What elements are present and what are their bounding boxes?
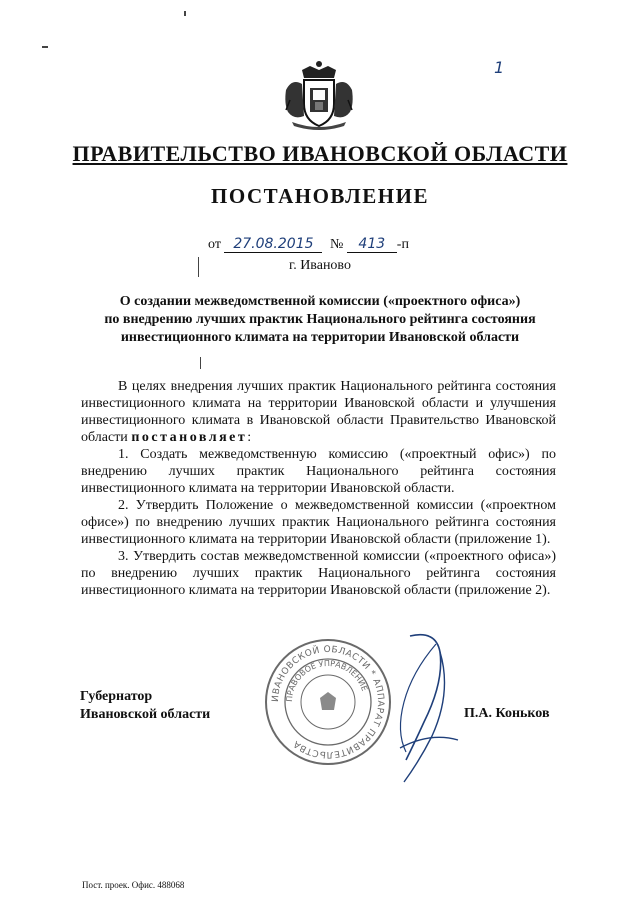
government-name-heading: ПРАВИТЕЛЬСТВО ИВАНОВСКОЙ ОБЛАСТИ — [72, 141, 568, 166]
number-suffix: -п — [396, 237, 409, 252]
decree-city: г. Иваново — [289, 258, 351, 273]
position-line: Ивановской области — [80, 707, 211, 722]
decree-date: 27.08.2015 — [224, 236, 322, 253]
stamp-outer-text: ИВАНОВСКОЙ ОБЛАСТИ * АППАРАТ ПРАВИТЕЛЬСТВА — [270, 644, 386, 760]
handwritten-signature — [340, 632, 470, 792]
intro-text: В целях внедрения лучших практик Национального рейтинга состояния инвестиционного климата на территории Ивановской области и улучшения инвестиционного климата в Ивановской области Правительство Ивановской области — [81, 379, 556, 445]
subject-line: инвестиционного климата на территории Ивановской области — [120, 330, 520, 345]
scan-mark — [42, 46, 48, 48]
signatory-name: П.А. Коньков — [464, 706, 550, 721]
body-item-1: 1. Создать межведомственную комиссию («проектный офис») по внедрению лучших практик Национального рейтинга состояния инвестиционного климата на территории Ивановской области. — [81, 447, 556, 496]
position-line: Губернатор — [80, 689, 153, 704]
decrees-colon: : — [247, 430, 252, 445]
stamp-inner-text: ПРАВОВОЕ УПРАВЛЕНИЕ — [284, 658, 370, 703]
decree-date-line — [208, 236, 409, 253]
decree-body — [81, 378, 556, 599]
page-mark: 1 — [494, 58, 505, 77]
body-item-3: 3. Утвердить состав межведомственной комиссии («проектного офиса») по внедрению лучших практик Национального рейтинга состояния инвестиционного климата на территории Ивановской области (приложение 2). — [81, 549, 556, 598]
decree-number: 413 — [347, 236, 397, 253]
number-prefix: № — [329, 237, 344, 252]
decrees-word: постановляет — [131, 430, 248, 445]
subject-line: О создании межведомственной комиссии («проектного офиса») — [119, 294, 521, 309]
scan-mark — [184, 11, 186, 16]
print-footer-note: Пост. проек. Офис. 488068 — [82, 880, 185, 890]
subject-line: по внедрению лучших практик Национального рейтинга состояния — [104, 312, 536, 327]
body-item-2: 2. Утвердить Положение о межведомственной комиссии («проектном офисе») по внедрению лучших практик Национального рейтинга состояния инвестиционного климата на территории Ивановской области (приложение 1). — [81, 498, 556, 547]
body-intro — [81, 378, 556, 446]
signatory-position — [80, 688, 210, 724]
coat-of-arms-emblem — [282, 60, 356, 132]
document-type-title: ПОСТАНОВЛЕНИЕ — [211, 184, 429, 208]
date-prefix: от — [208, 237, 221, 252]
scan-mark — [200, 357, 201, 369]
decree-subject — [70, 293, 570, 347]
